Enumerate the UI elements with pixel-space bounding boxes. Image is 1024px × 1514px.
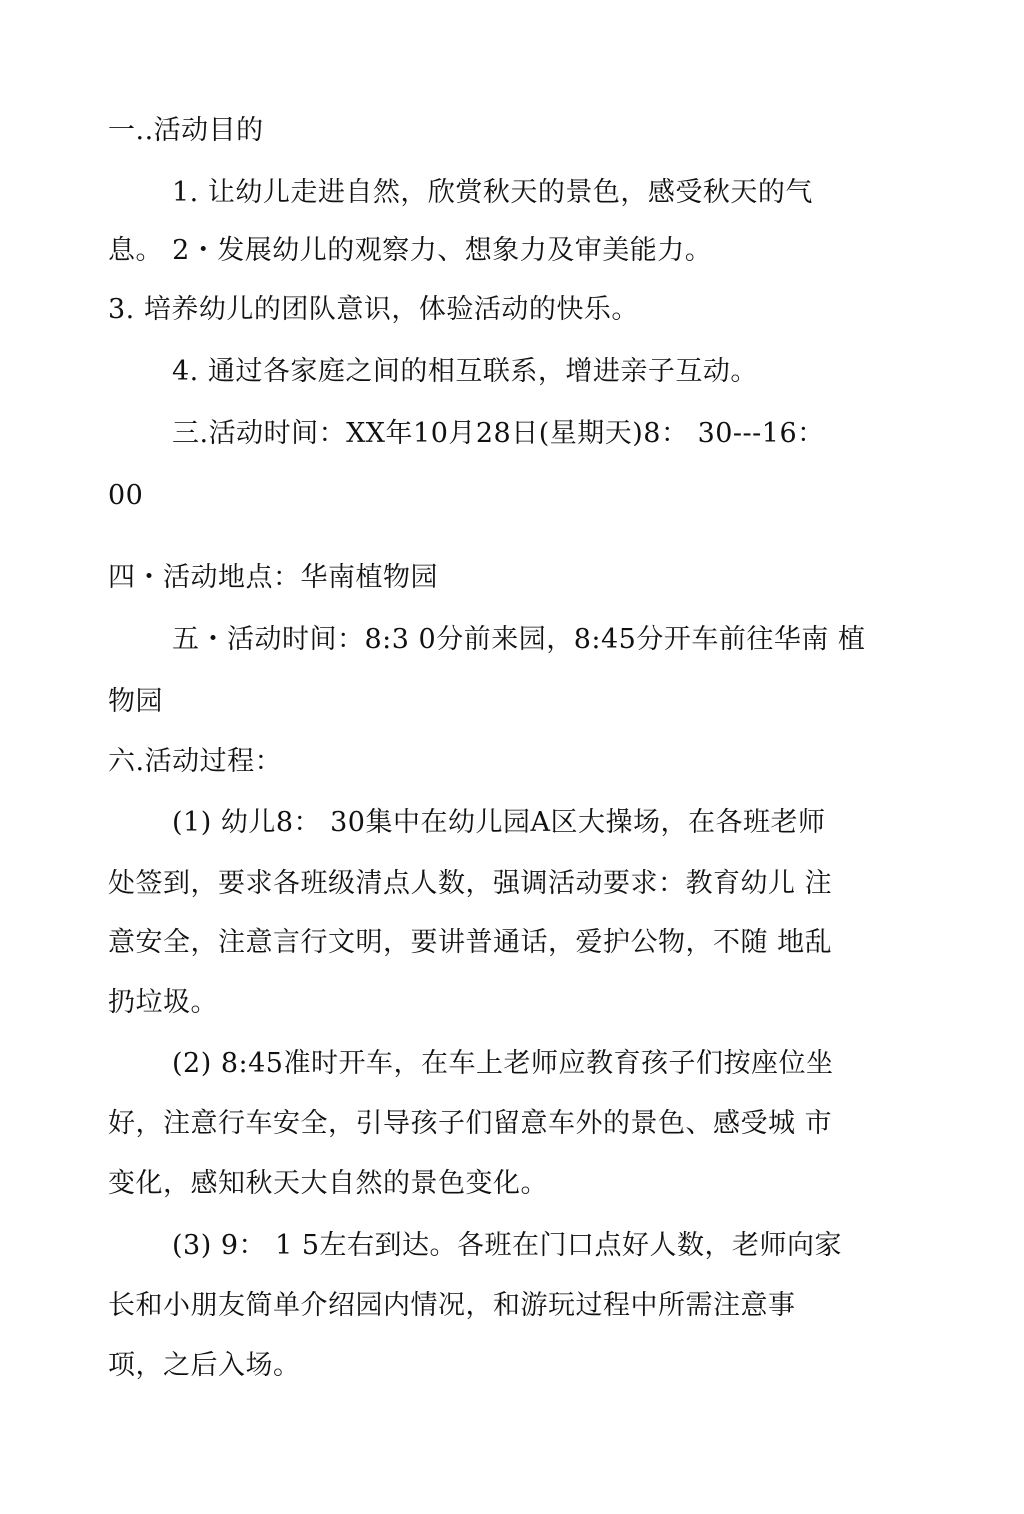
paragraph-line: (3) 9： 1 5左右到达。各班在门口点好人数，老师向家 [172, 1230, 843, 1261]
paragraph-line: 长和小朋友简单介绍园内情况，和游玩过程中所需注意事 [108, 1290, 796, 1321]
section-heading-purpose: 一..活动目的 [108, 115, 264, 146]
paragraph-line: 好，注意行车安全，引导孩子们留意车外的景色、感受城 市 [108, 1108, 833, 1139]
paragraph-line: (1) 幼儿8： 30集中在幼儿园A区大操场，在各班老师 [172, 807, 826, 838]
paragraph-line: 4. 通过各家庭之间的相互联系，增进亲子互动。 [172, 356, 758, 387]
paragraph-line: 意安全，注意言行文明，要讲普通话，爱护公物，不随 地乱 [108, 927, 833, 958]
paragraph-line: 变化，感知秋天大自然的景色变化。 [108, 1168, 548, 1199]
section-heading-location: 四・活动地点：华南植物园 [108, 562, 438, 593]
paragraph-line: (2) 8:45准时开车，在车上老师应教育孩子们按座位坐 [172, 1048, 834, 1079]
paragraph-line: 息。 2・发展幼儿的观察力、想象力及审美能力。 [108, 235, 713, 266]
section-heading-process: 六.活动过程： [108, 746, 283, 777]
paragraph-line: 物园 [108, 686, 163, 717]
paragraph-line: 00 [108, 480, 144, 511]
paragraph-line: 扔垃圾。 [108, 987, 218, 1018]
section-heading-schedule: 五・活动时间：8:3 0分前来园，8:45分开车前往华南 植 [172, 624, 866, 655]
paragraph-line: 3. 培养幼儿的团队意识，体验活动的快乐。 [108, 294, 639, 325]
paragraph-line: 处签到，要求各班级清点人数，强调活动要求：教育幼儿 注 [108, 868, 833, 899]
paragraph-line: 项，之后入场。 [108, 1350, 301, 1381]
paragraph-line: 1. 让幼儿走进自然，欣赏秋天的景色，感受秋天的气 [172, 177, 813, 208]
section-heading-time: 三.活动时间：XX年10月28日(星期天)8： 30---16： [172, 418, 825, 449]
